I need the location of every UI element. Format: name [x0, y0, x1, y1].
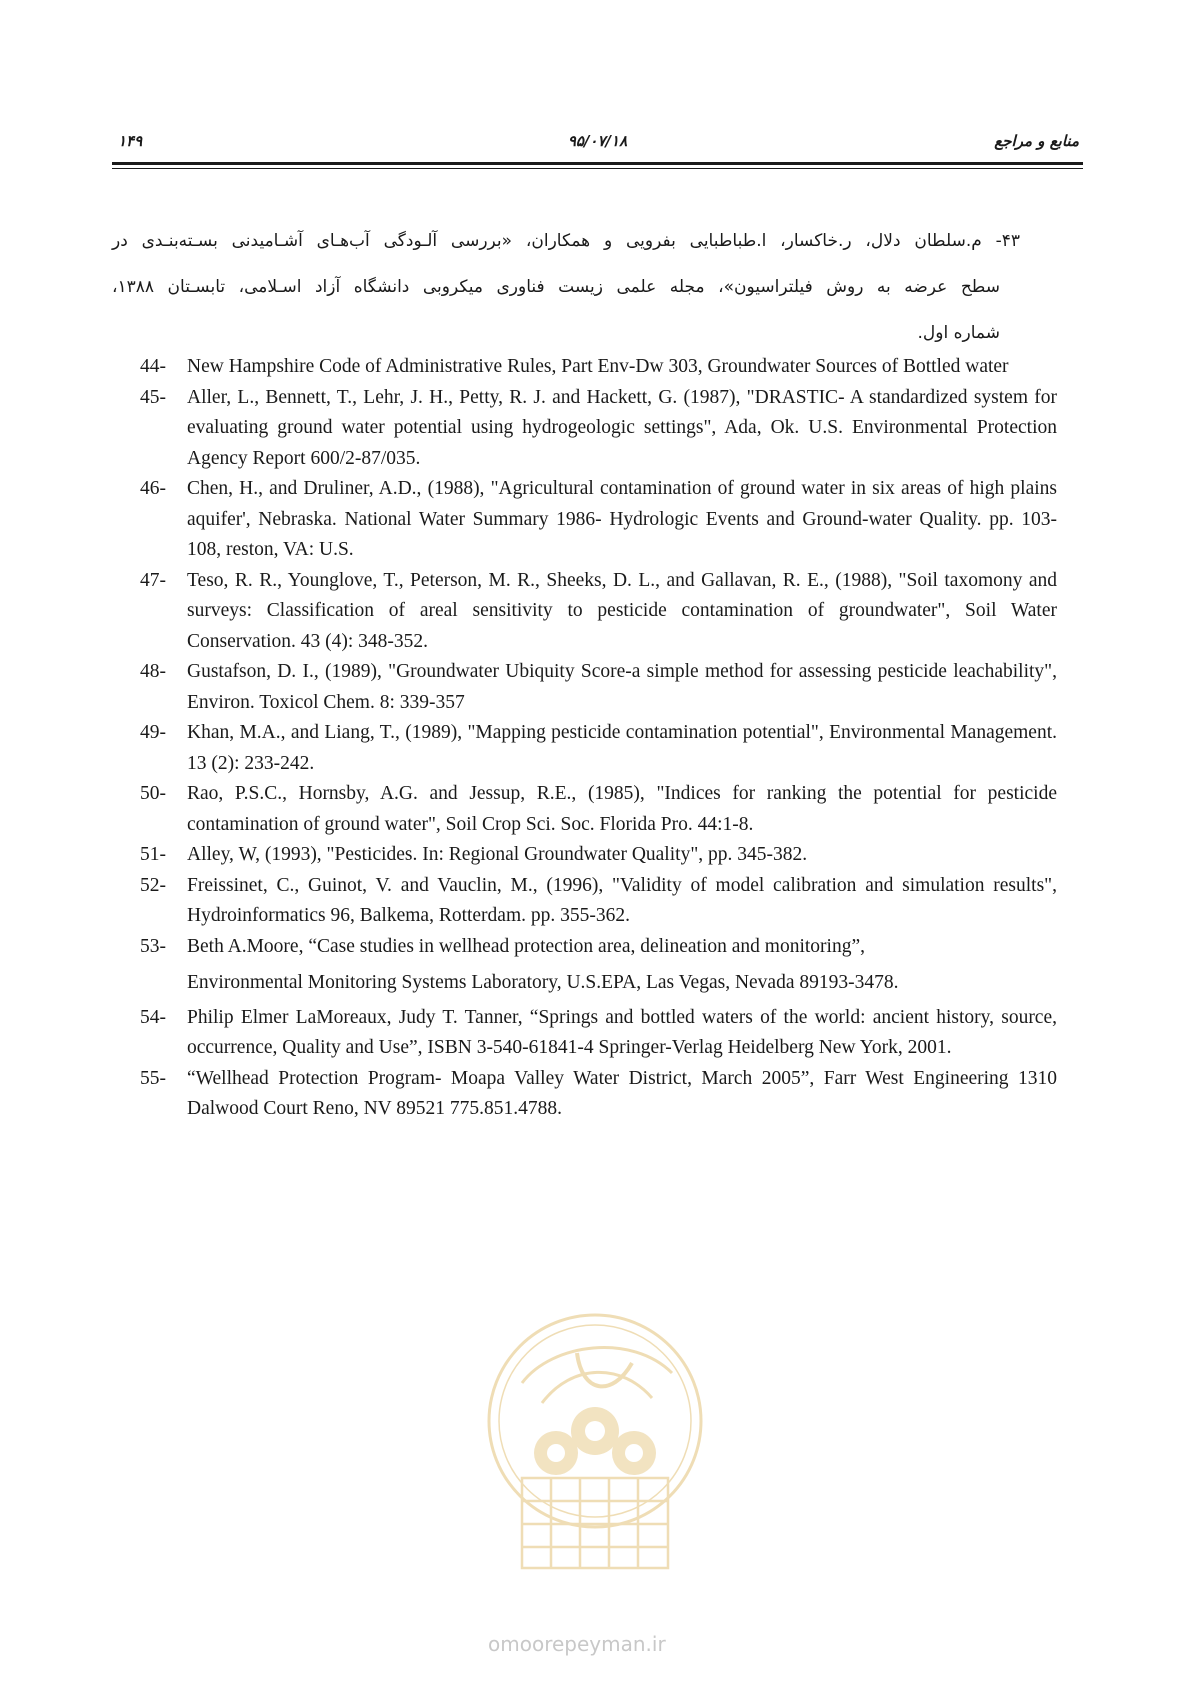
reference-item: [140, 718, 1057, 779]
reference-item: [140, 840, 1057, 871]
reference-item: [140, 352, 1057, 383]
persian-ref-line-1: ۴۳- م.سلطان دلال، ر.خاکسار، ا.طباطبایی بفرویی و همکاران، «بررسی آلـودگی آب‌هـای آشـامیدنی بسـته‌بنـدی در: [112, 231, 1020, 251]
reference-item: [140, 474, 1057, 566]
watermark-site: omoorepeyman.ir: [488, 1632, 666, 1656]
reference-text: Alley, W, (1993), "Pesticides. In: Regional Groundwater Quality", pp. 345-382.: [187, 844, 808, 865]
reference-item: [140, 779, 1057, 840]
reference-item: [140, 1003, 1057, 1064]
reference-text: “Wellhead Protection Program- Moapa Valley Water District, March 2005”, Farr West Engineering 1310 Dalwood Court Reno, NV 89521 775.851.4788.: [187, 1067, 1057, 1119]
reference-text: Gustafson, D. I., (1989), "Groundwater Ubiquity Score-a simple method for assessing pesticide leachability", Environ. Toxicol Chem. 8: 339-357: [187, 661, 1057, 713]
reference-text-part-a: Beth A.Moore, “Case studies in wellhead protection area, delineation and monitoring”,: [187, 935, 865, 957]
section-title: منابع و مراجع: [994, 132, 1079, 150]
reference-list: [140, 352, 1057, 1125]
header-rule-thick: [112, 162, 1083, 165]
persian-ref-line-3: شماره اول.: [917, 323, 1000, 343]
reference-number: 46-: [140, 478, 166, 499]
reference-item: [140, 657, 1057, 718]
persian-ref-line-2: سطح عرضه به روش فیلتراسیون»، مجله علمی زیست فناوری میکروبی دانشگاه آزاد اسـلامی، تابسـتان ۱۳۸۸،: [112, 277, 1000, 297]
reference-number: 53-: [140, 935, 166, 957]
header-date: ۹۵/۰۷/۱۸: [567, 132, 628, 150]
reference-item: [140, 1064, 1057, 1125]
reference-text: Teso, R. R., Younglove, T., Peterson, M. R., Sheeks, D. L., and Gallavan, R. E., (1988), "Soil taxomony and surveys: Classification of areal sensitivity to pesticide contamination of groundwater", Soil Water Conservation. 43 (4): 348-352.: [187, 569, 1057, 652]
reference-number: 55-: [140, 1067, 166, 1089]
omoore-peyman-logo-icon: [482, 1303, 708, 1581]
reference-item: [140, 871, 1057, 932]
reference-text: Freissinet, C., Guinot, V. and Vauclin, M., (1996), "Validity of model calibration and simulation results", Hydroinformatics 96, Balkema, Rotterdam. pp. 355-362.: [187, 874, 1057, 926]
reference-number: 54-: [140, 1006, 166, 1028]
reference-number: 51-: [140, 844, 166, 865]
reference-text: New Hampshire Code of Administrative Rules, Part Env-Dw 303, Groundwater Sources of Bottled water: [187, 356, 1009, 377]
reference-number: 44-: [140, 356, 166, 377]
reference-text: Philip Elmer LaMoreaux, Judy T. Tanner, “Springs and bottled waters of the world: ancient history, source, occurrence, Quality and Use”, ISBN 3-540-61841-4 Springer-Verlag Heidelberg New York, 2001.: [187, 1006, 1057, 1058]
reference-text: Khan, M.A., and Liang, T., (1989), "Mapping pesticide contamination potential", Environmental Management. 13 (2): 233-242.: [187, 722, 1057, 774]
reference-number: 47-: [140, 569, 166, 591]
reference-number: 45-: [140, 386, 166, 408]
reference-number: 48-: [140, 661, 166, 682]
reference-text-part-b: Environmental Monitoring Systems Laboratory, U.S.EPA, Las Vegas, Nevada 89193-3478.: [187, 972, 899, 993]
reference-number: 50-: [140, 783, 166, 804]
reference-item: [140, 383, 1057, 475]
reference-number: 52-: [140, 874, 166, 896]
reference-text: [187, 932, 1057, 999]
page-header: [112, 130, 1083, 154]
reference-item: [140, 566, 1057, 658]
persian-reference-43: [112, 218, 1020, 356]
header-rule-thin: [112, 168, 1083, 169]
reference-text: Aller, L., Bennett, T., Lehr, J. H., Petty, R. J. and Hackett, G. (1987), "DRASTIC- A standardized system for evaluating ground water potential using hydrogeologic settings", Ada, Ok. U.S. Environmental Protection Agency Report 600/2-87/035.: [187, 386, 1057, 469]
reference-text: Chen, H., and Druliner, A.D., (1988), "Agricultural contamination of ground water in six areas of high plains aquifer', Nebraska. National Water Summary 1986- Hydrologic Events and Ground-water Quality. pp. 103-108, reston, VA: U.S.: [187, 478, 1057, 560]
reference-number: 49-: [140, 722, 166, 743]
reference-text: Rao, P.S.C., Hornsby, A.G. and Jessup, R.E., (1985), "Indices for ranking the potential for pesticide contamination of ground water", Soil Crop Sci. Soc. Florida Pro. 44:1-8.: [187, 783, 1057, 835]
page-number: ۱۴۹: [118, 132, 143, 150]
reference-item: [140, 932, 1057, 999]
